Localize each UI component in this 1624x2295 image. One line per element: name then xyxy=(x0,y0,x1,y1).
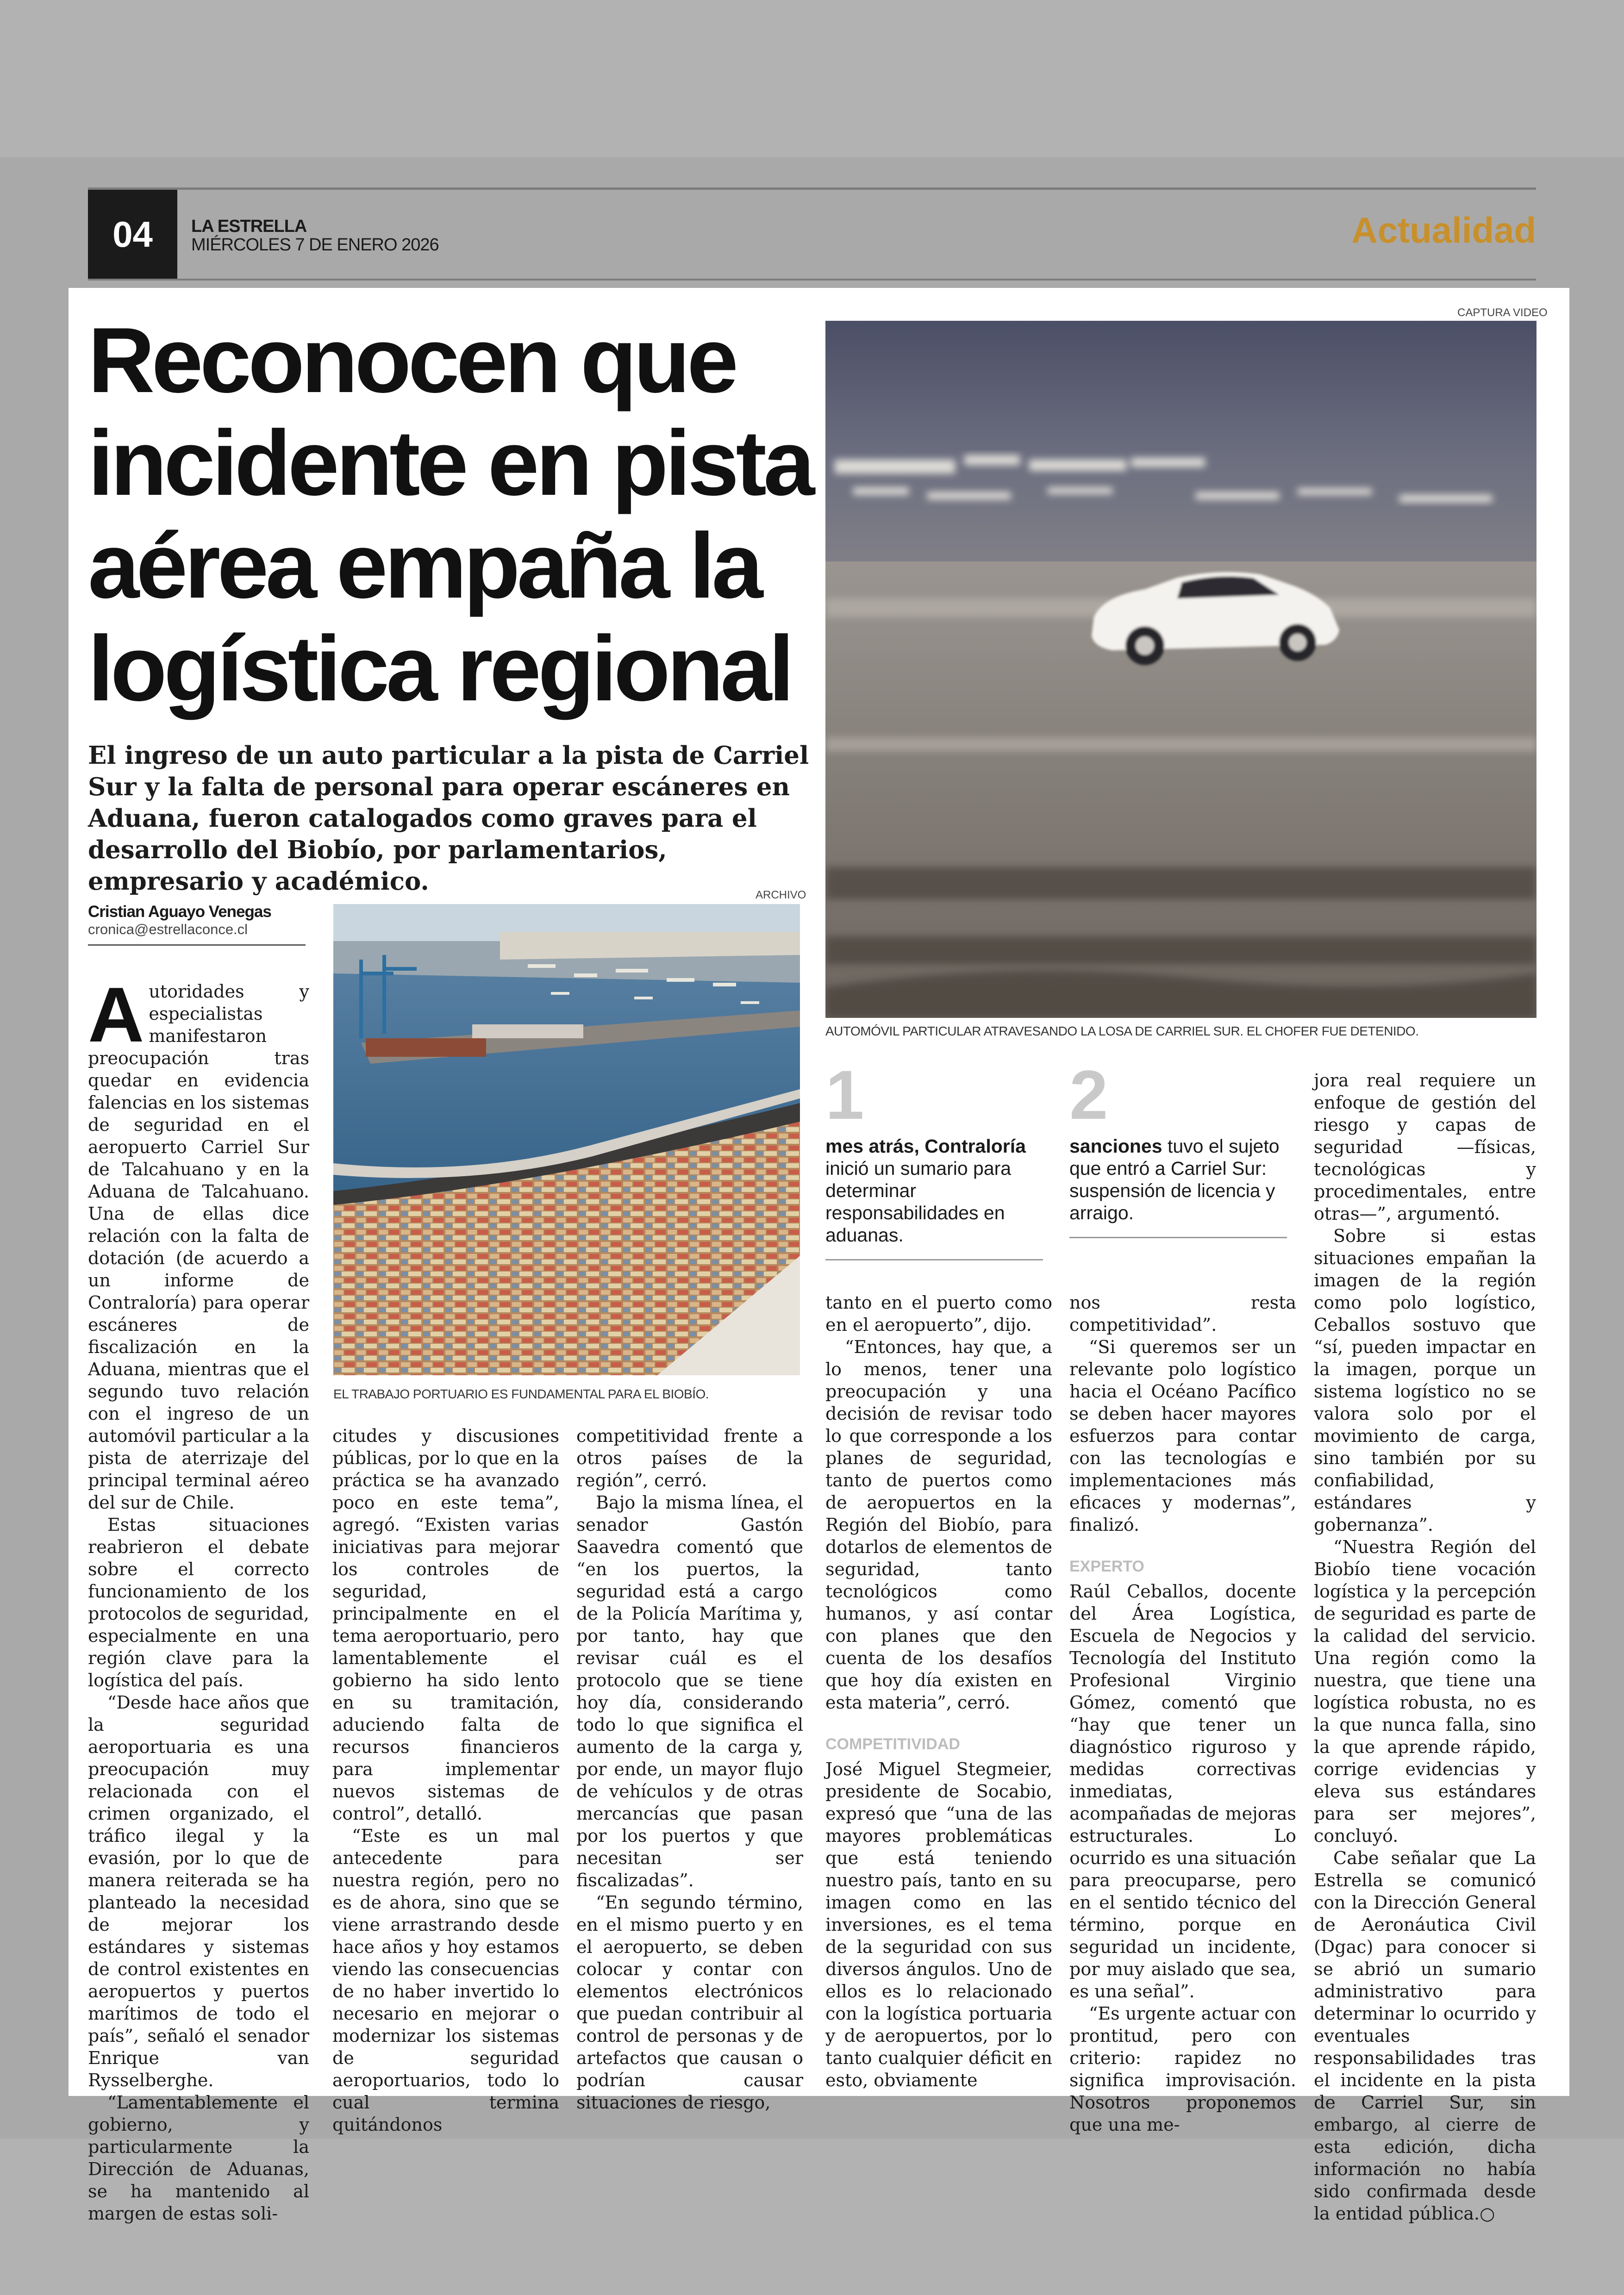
deck: El ingreso de un auto particular a la pista de Carriel Sur y la falta de personal para operar escáneres en Aduana, fueron catalogados como graves para el desarrollo del Biobío, por parlamentarios, empresario y académico. xyxy=(88,741,809,896)
body-column-1 xyxy=(88,971,309,2225)
paragraph: “Desde hace años que la seguridad aeroportuaria es una preocupación muy relacionada con el crimen organizado, el tráfico ilegal y la evasión, por lo que de manera reiterada se ha planteado la necesidad de mejorar los estándares y sistemas de control existentes en aeropuertos y puertos marítimos de todo el país”, señaló el senador Enrique van Rysselberghe. xyxy=(88,1692,309,2090)
body-column-4 xyxy=(825,1291,1052,2091)
paragraph: Estas situaciones reabrieron el debate sobre el correcto funcionamiento de los protocolos de seguridad, especialmente en una región clave para la logística del país. xyxy=(88,1515,309,1690)
paragraph: Cabe señalar que La Estrella se comunicó con la Dirección General de Aeronáutica Civil (Dgac) para conocer si se abrió un sumario administrativo para determinar lo ocurrido y eventuales responsabilidades tras el incidente en la pista de Carriel Sur, sin embargo, al cierre de esta edición, dicha información no había sido confirmada desde la entidad pública.○ xyxy=(1314,1848,1536,2224)
paragraph: “Es urgente actuar con prontitud, pero con criterio: rapidez no significa improvisación. Nosotros proponemos que una me- xyxy=(1069,2003,1296,2135)
author-name: Cristian Aguayo Venegas xyxy=(88,903,271,921)
paragraph: “Nuestra Región del Biobío tiene vocación logística y la percepción de seguridad es parte de la calidad del servicio. Una región como la nuestra, que tiene una logística robusta, no es la que nunca falla, sino la que aprende rápido, corrige evidencias y eleva sus estándares para ser mejores”, concluyó. xyxy=(1314,1537,1536,1846)
paragraph: citudes y discusiones públicas, por lo que en la práctica se ha avanzado poco en este tema”, agregó. “Existen varias iniciativas para mejorar los controles de seguridad, principalmente en el tema aeroportuario, pero lamentablemente el gobierno ha sido lento en su tramitación, aduciendo falta de recursos financieros para implementar nuevos sistemas de control”, detalló. xyxy=(332,1426,559,1824)
paragraph: nos resta competitividad”. xyxy=(1069,1292,1296,1335)
subhead-experto: EXPERTO xyxy=(1069,1558,1144,1575)
paragraph: José Miguel Stegmeier, presidente de Socabio, expresó que “una de las mayores problemáticas que está teniendo nuestro país, tanto en su imagen como en las inversiones, es el tema de la seguridad con sus diversos ángulos. Uno de ellos es lo relacionado con la logística portuaria y de aeropuertos, por lo tanto cualquier déficit en esto, obviamente xyxy=(825,1759,1052,2090)
paragraph: “Lamentablemente el gobierno, y particularmente la Dirección de Aduanas, se ha mantenido al margen de estas soli- xyxy=(88,2092,309,2224)
author-email: cronica@estrellaconce.cl xyxy=(88,921,248,937)
fact-detail: inició un sumario para determinar responsabilidades en aduanas. xyxy=(825,1158,1012,1246)
paragraph: Autoridades y especialistas manifestaron preocupación tras quedar en evidencia falencias en los sistemas de seguridad en el aeropuerto Carriel Sur de Talcahuano y en la Aduana de Talcahuano. Una de ellas dice relación con la falta de dotación (de acuerdo a un informe de Contraloría) para operar escáneres de fiscalización en la Aduana, mientras que el segundo tuvo relación con el ingreso de un automóvil particular a la pista de aterrizaje del principal terminal aéreo del sur de Chile. xyxy=(88,971,309,1513)
fact-bold: sanciones xyxy=(1069,1135,1162,1157)
section-name: Actualidad xyxy=(1351,210,1536,250)
car-on-runway-image xyxy=(825,321,1537,1018)
page-header xyxy=(88,187,1536,281)
body-column-5 xyxy=(1069,1291,1296,2136)
fact-text xyxy=(1069,1135,1287,1224)
paragraph: competitividad frente a otros países de la región”, cerró. xyxy=(576,1426,803,1491)
body-column-2 xyxy=(332,1425,559,2136)
paragraph: “Si queremos ser un relevante polo logístico hacia el Océano Pacífico se deben hacer mayores esfuerzos para contar con las tecnologías e implementaciones más eficaces y modernas”, finalizó. xyxy=(1069,1337,1296,1535)
fact-number: 1 xyxy=(825,1056,864,1134)
paragraph: Raúl Ceballos, docente del Área Logística, Escuela de Negocios y Tecnología del Instituto Profesional Virginio Gómez, comentó que “hay que tener un diagnóstico riguroso y medidas correctivas inmediatas, acompañadas de mejoras estructurales. Lo ocurrido es una situación para preocuparse, pero en el sentido técnico del término, porque en seguridad un incidente, por muy aislado que sea, es una señal”. xyxy=(1069,1581,1296,2002)
paragraph: Bajo la misma línea, el senador Gastón Saavedra comentó que “en los puertos, la seguridad está a cargo de la Policía Marítima y, por tanto, hay que revisar cuál es el protocolo que se tiene hoy día, considerando todo lo que significa el aumento de la carga y, por ende, un mayor flujo de vehículos y de otras mercancías que pasan por los puertos y que necesitan ser fiscalizadas”. xyxy=(576,1492,803,1890)
paragraph: tanto en el puerto como en el aeropuerto”, dijo. xyxy=(825,1292,1052,1335)
subhead-competitividad: COMPETITIVIDAD xyxy=(825,1735,960,1753)
fact-text xyxy=(825,1135,1043,1246)
fact-box-2 xyxy=(1069,1056,1287,1238)
body-column-6 xyxy=(1314,1069,1536,2225)
port-photo xyxy=(333,904,800,1375)
body-column-3 xyxy=(576,1425,803,2114)
port-photo-credit: ARCHIVO xyxy=(756,889,806,901)
publication-name: LA ESTRELLA xyxy=(191,217,307,236)
fact-box-1 xyxy=(825,1056,1043,1260)
paragraph: “En segundo término, en el mismo puerto y en el aeropuerto, se deben colocar y contar con elementos electrónicos que puedan contribuir al control de personas y de artefactos que causan o podrían causar situaciones de riesgo, xyxy=(576,1892,803,2113)
main-photo-caption: AUTOMÓVIL PARTICULAR ATRAVESANDO LA LOSA DE CARRIEL SUR. EL CHOFER FUE DETENIDO. xyxy=(825,1024,1419,1038)
fact-detail: tuvo el sujeto que entró a Carriel Sur: suspensión de licencia y arraigo. xyxy=(1069,1135,1280,1223)
paragraph: “Entonces, hay que, a lo menos, tener una preocupación y una decisión de revisar todo lo que corresponde a los planes de seguridad, tanto de puertos como de aeropuertos en la Región del Biobío, para dotarlos de elementos de seguridad, tanto tecnológicos como humanos, y así contar con planes que den cuenta de los desafíos que hoy día existen en esta materia”, cerró. xyxy=(825,1337,1052,1713)
publication-date: MIÉRCOLES 7 DE ENERO 2026 xyxy=(191,235,439,255)
paragraph: Sobre si estas situaciones empañan la imagen de la región como polo logístico, Ceballos sostuvo que “sí, pueden impactar en la imagen, porque un sistema logístico no se valora solo por el movimiento de carga, sino también por su confiabilidad, estándares y gobernanza”. xyxy=(1314,1226,1536,1535)
fact-number: 2 xyxy=(1069,1056,1108,1134)
paragraph: “Este es un mal antecedente para nuestra región, pero no es de ahora, sino que se viene arrastrando desde hace años y hoy estamos viendo las consecuencias de no haber invertido lo necesario en mejorar o modernizar los sistemas de seguridad aeroportuarios, todo lo cual termina quitándonos xyxy=(332,1826,559,2135)
main-photo xyxy=(825,321,1537,1018)
page-number: 04 xyxy=(88,190,177,279)
main-photo-credit: CAPTURA VIDEO xyxy=(1457,306,1548,319)
port-aerial-image xyxy=(333,904,800,1375)
headline: Reconocen que incidente en pista aérea empaña la logística regional xyxy=(88,309,812,720)
paragraph: jora real requiere un enfoque de gestión del riesgo y capas de seguridad —físicas, tecnológicas y procedimentales, entre otras—”, argumentó. xyxy=(1314,1070,1536,1224)
fact-bold: mes atrás, Contraloría xyxy=(825,1135,1026,1157)
port-photo-caption: EL TRABAJO PORTUARIO ES FUNDAMENTAL PARA EL BIOBÍO. xyxy=(333,1387,709,1401)
byline xyxy=(88,903,306,946)
